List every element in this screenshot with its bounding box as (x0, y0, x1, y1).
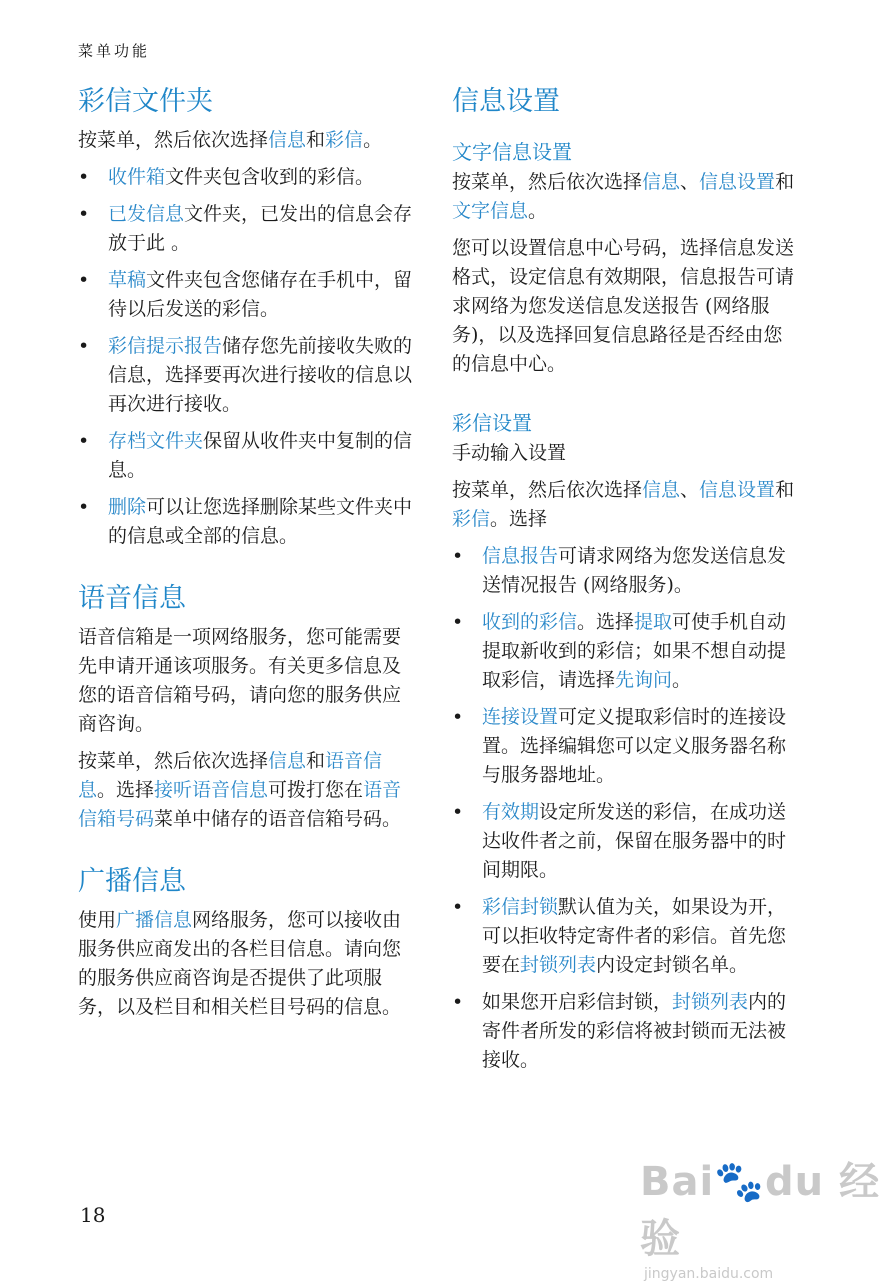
bullet-icon: • (78, 269, 90, 291)
voice-paragraph-2: 按菜单，然后依次选择信息和语音信息。选择接听语音信息可拨打您在语音信箱号码菜单中储存的语音信箱号码。 (78, 750, 402, 830)
subsection-title-mms-settings: 彩信设置 (452, 411, 532, 435)
list-item: • 信息报告可请求网络为您发送信息发送情况报告 (网络服务)。 (452, 542, 797, 600)
text-settings-paragraph-2: 您可以设置信息中心号码，选择信息发送格式，设定信息有效期限，信息报告可请求网络为您发送信息发送报告 (网络服务)，以及选择回复信息路径是否经由您的信息中心。 (452, 237, 795, 375)
mms-settings-list (452, 542, 797, 1075)
list-item: • 草稿文件夹包含您储存在手机中，留待以后发送的彩信。 (78, 266, 418, 324)
bullet-icon: • (452, 801, 464, 823)
list-item: • 如果您开启彩信封锁，封锁列表内的寄件者所发的彩信将被封锁而无法被接收。 (452, 988, 797, 1075)
section-title-voice: 语音信息 (78, 583, 186, 614)
list-item: • 收到的彩信。选择提取可使手机自动提取新收到的彩信；如果不想自动提取彩信，请选择先询问。 (452, 608, 797, 695)
subsection-title-text-settings: 文字信息设置 (452, 140, 572, 164)
mms-folder-list (78, 163, 418, 551)
section-title-broadcast: 广播信息 (78, 866, 186, 897)
bullet-icon: • (452, 706, 464, 728)
bullet-icon: • (78, 430, 90, 452)
list-item: • 有效期设定所发送的彩信，在成功送达收件者之前，保留在服务器中的时间期限。 (452, 798, 797, 885)
left-column (78, 80, 418, 1022)
page-number: 18 (80, 1203, 106, 1227)
section-title-mms-folders: 彩信文件夹 (78, 86, 213, 117)
bullet-icon: • (78, 335, 90, 357)
mms-folders-intro: 按菜单，然后依次选择信息和彩信。 (78, 129, 383, 151)
baidu-watermark (640, 1150, 892, 1282)
right-column (452, 80, 797, 1075)
manual-settings-label: 手动输入设置 (452, 442, 567, 464)
bullet-icon: • (452, 611, 464, 633)
bullet-icon: • (78, 496, 90, 518)
bullet-icon: • (78, 166, 90, 188)
list-item: • 删除可以让您选择删除某些文件夹中的信息或全部的信息。 (78, 493, 418, 551)
bullet-icon: • (452, 545, 464, 567)
paw-icon: 🐾 (714, 1159, 766, 1205)
watermark-logo: Bai🐾du 经验 (640, 1159, 881, 1262)
section-title-message-settings: 信息设置 (452, 86, 560, 117)
list-item: • 收件箱文件夹包含收到的彩信。 (78, 163, 418, 192)
watermark-url: jingyan.baidu.com (644, 1266, 774, 1282)
bullet-icon: • (452, 896, 464, 918)
list-item: • 已发信息文件夹，已发出的信息会存放于此 。 (78, 200, 418, 258)
bullet-icon: • (78, 203, 90, 225)
mms-settings-paragraph: 按菜单，然后依次选择信息、信息设置和彩信。选择 (452, 479, 795, 530)
list-item: • 连接设置可定义提取彩信时的连接设置。选择编辑您可以定义服务器名称与服务器地址。 (452, 703, 797, 790)
broadcast-paragraph: 使用广播信息网络服务，您可以接收由服务供应商发出的各栏目信息。请向您的服务供应商咨询是否提供了此项服务，以及栏目和相关栏目号码的信息。 (78, 909, 402, 1018)
list-item: • 存档文件夹保留从收件夹中复制的信息。 (78, 427, 418, 485)
list-item: • 彩信封锁默认值为关，如果设为开，可以拒收特定寄件者的彩信。首先您要在封锁列表内设定封锁名单。 (452, 893, 797, 980)
bullet-icon: • (452, 991, 464, 1013)
text-settings-paragraph-1: 按菜单，然后依次选择信息、信息设置和文字信息。 (452, 171, 795, 222)
running-header: 菜单功能 (78, 42, 151, 60)
list-item: • 彩信提示报告储存您先前接收失败的信息，选择要再次进行接收的信息以再次进行接收。 (78, 332, 418, 419)
voice-paragraph-1: 语音信箱是一项网络服务，您可能需要先申请开通该项服务。有关更多信息及您的语音信箱号码，请向您的服务供应商咨询。 (78, 626, 402, 735)
